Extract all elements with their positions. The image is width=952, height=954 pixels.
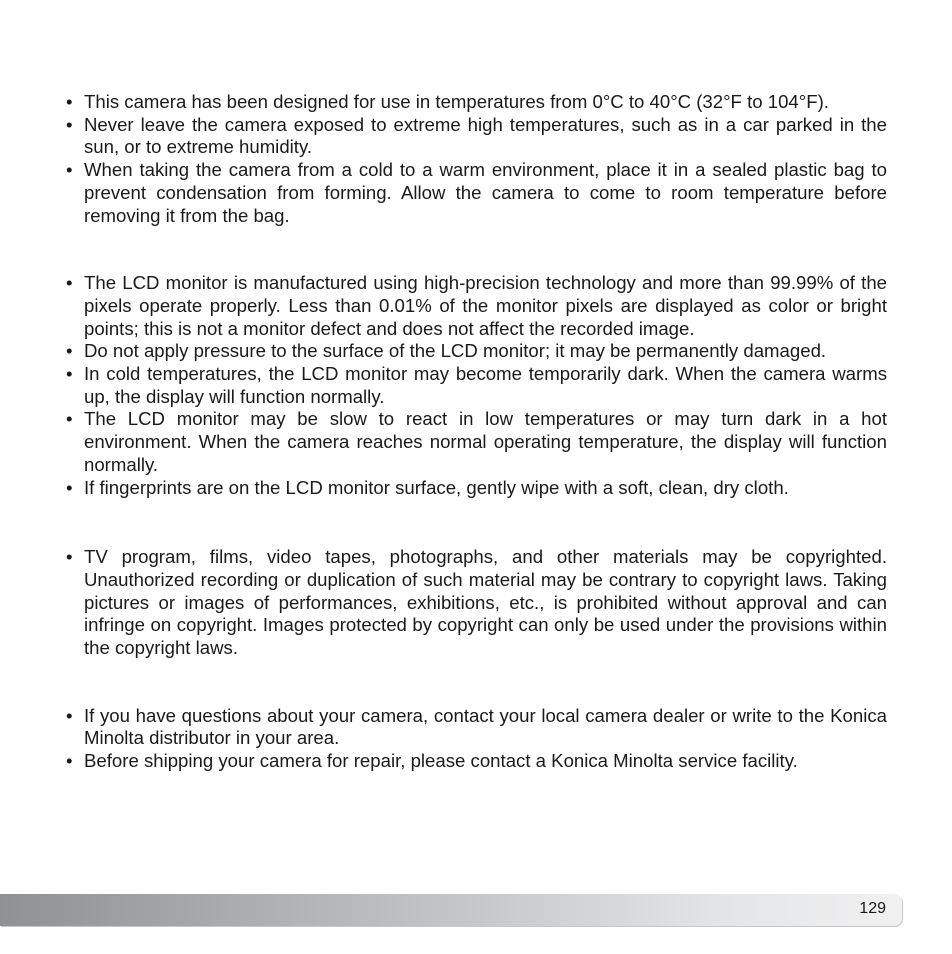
list-item-text: The LCD monitor is manufactured using high-precision technology and more than 99.99% of the pixels operate properly. Less than 0.01% of the monitor pixels are displayed as color or bright points; this is not a monitor defect and does not affect the recorded image. [84,272,887,339]
list-item [66,340,887,363]
section-temperature [66,91,887,227]
list-item-text: If fingerprints are on the LCD monitor surface, gently wipe with a soft, clean, dry cloth. [84,476,789,498]
list-item [66,272,887,340]
section-copyright [66,546,887,660]
list-item [66,114,887,159]
bullet-mark: • [66,408,73,430]
document-body [66,91,887,773]
list-item-text: This camera has been designed for use in temperatures from 0°C to 40°C (32°F to 104°F). [84,91,829,112]
list-item [66,705,887,750]
list-item [66,408,887,476]
list-item [66,750,887,773]
page-number: 129 [859,900,886,917]
section-service [66,705,887,773]
bullet-list [66,272,887,499]
list-item [66,91,887,114]
bullet-mark: • [66,113,73,135]
list-item-text: Never leave the camera exposed to extreme high temperatures, such as in a car parked in the sun, or to extreme humidity. [84,113,887,158]
bullet-mark: • [66,340,73,362]
bullet-mark: • [66,750,73,772]
list-item-text: In cold temperatures, the LCD monitor may become temporarily dark. When the camera warms up, the display will function normally. [84,363,887,407]
list-item [66,477,887,500]
bullet-mark: • [66,272,73,294]
bullet-list [66,91,887,227]
bullet-list [66,705,887,773]
bullet-mark: • [66,91,73,112]
list-item-text: Before shipping your camera for repair, please contact a Konica Minolta service facility. [84,750,798,772]
bullet-mark: • [66,159,73,181]
list-item-text: The LCD monitor may be slow to react in low temperatures or may turn dark in a hot environment. When the camera reaches normal operating temperature, the display will function normally. [84,408,887,475]
bullet-mark: • [66,476,73,498]
section-lcd-monitor [66,272,887,499]
list-item-text: If you have questions about your camera, contact your local camera dealer or write to the Konica Minolta distributor in your area. [84,704,887,749]
list-item-text: TV program, films, video tapes, photographs, and other materials may be copyrighted. Unauthorized recording or duplication of such material may be contrary to copyright laws. Taking pictures or images of performances, exhibitions, etc., is prohibited without approval and can infringe on copyright. Images protected by copyright can only be used under the provisions within the copyright laws. [84,546,887,659]
bullet-mark: • [66,546,73,568]
list-item [66,159,887,227]
bullet-mark: • [66,704,73,726]
bullet-list [66,546,887,660]
list-item-text: Do not apply pressure to the surface of the LCD monitor; it may be permanently damaged. [84,340,827,362]
list-item [66,363,887,408]
footer-bar [0,894,902,926]
list-item [66,546,887,660]
list-item-text: When taking the camera from a cold to a warm environment, place it in a sealed plastic bag to prevent condensation from forming. Allow the camera to come to room temperature before removing it from the bag. [84,159,887,226]
bullet-mark: • [66,363,73,385]
